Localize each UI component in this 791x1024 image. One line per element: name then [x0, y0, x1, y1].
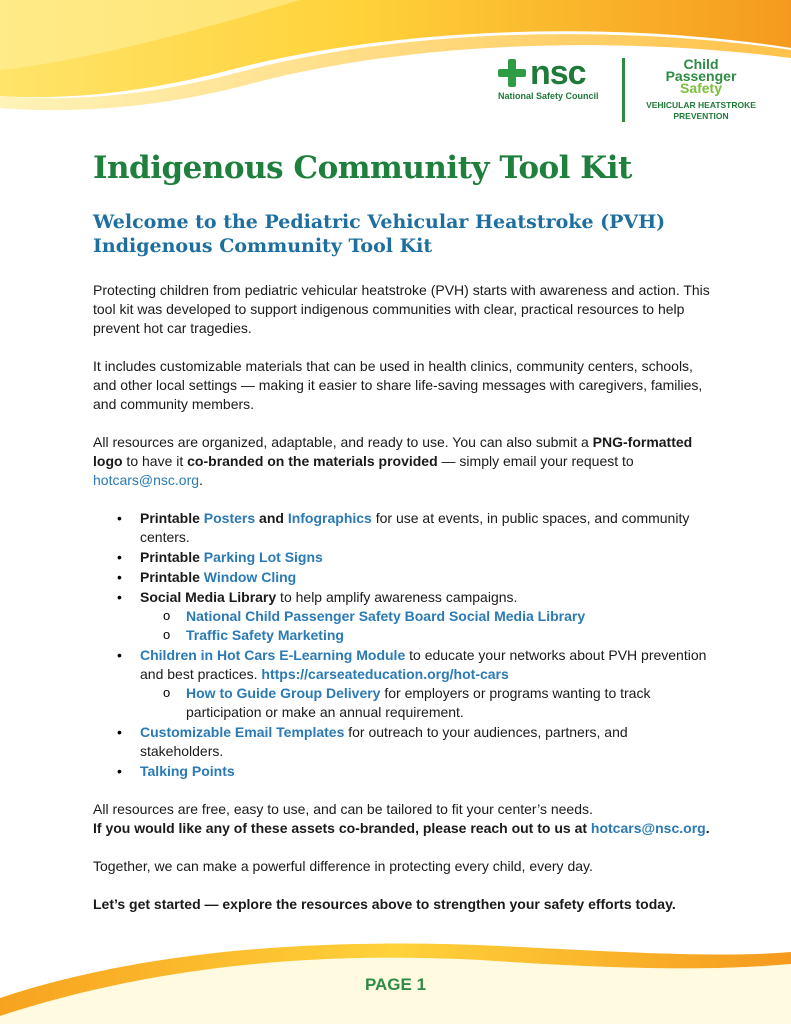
free-resources-paragraph: All resources are free, easy to use, and can be tailored to fit your center’s needs. If you would like any of these assets co-branded, please reach out to us at hotcars@nsc.org. [93, 801, 710, 836]
infographics-link[interactable]: Infographics [287, 510, 372, 526]
talking-points-link[interactable]: Talking Points [140, 763, 235, 779]
email-link[interactable]: hotcars@nsc.org [93, 472, 200, 488]
how-to-guide-link[interactable]: How to Guide Group Delivery [186, 685, 381, 701]
page-number: PAGE 1 [364, 975, 427, 994]
list-item: • Printable Window Cling [140, 568, 713, 587]
cps-logo [636, 58, 766, 122]
email-templates-link[interactable]: Customizable Email Templates [140, 724, 345, 740]
e-learning-module-link[interactable]: Children in Hot Cars E-Learning Module [140, 647, 406, 663]
get-started-paragraph: Let’s get started — explore the resources above to strengthen your safety efforts today. [93, 896, 676, 912]
intro-paragraph: Protecting children from pediatric vehicular heatstroke (PVH) starts with awareness and action. This tool kit was developed to support indigenous communities with clear, practical resources to help prevent hot car tragedies. [93, 282, 710, 336]
resource-list [93, 509, 713, 781]
list-item [140, 762, 713, 781]
list-item: • Customizable Email Templates for outreach to your audiences, partners, and stakeholders. [140, 723, 713, 761]
cps-tagline-2: PREVENTION [673, 111, 729, 121]
nsc-subtitle: National Safety Council [498, 91, 599, 101]
window-cling-link[interactable]: Window Cling [203, 569, 297, 585]
list-item: o How to Guide Group Delivery for employers or programs wanting to track participation or make an annual requirement. [186, 684, 713, 722]
traffic-safety-marketing-link[interactable]: Traffic Safety Marketing [186, 627, 344, 643]
nsc-wordmark: nsc [530, 54, 586, 92]
page-subtitle: Welcome to the Pediatric Vehicular Heatstroke (PVH) Indigenous Community Tool Kit [93, 211, 666, 257]
cps-line3: Safety [679, 80, 723, 96]
cps-line2: Passenger [665, 68, 737, 84]
e-learning-sublist [140, 684, 713, 722]
social-media-sublist [140, 607, 713, 645]
page-title: Indigenous Community Tool Kit [93, 150, 632, 186]
list-item: • Children in Hot Cars E-Learning Module to educate your networks about PVH prevention and best practices. https://carseateducation.org/hot-cars o How to Guide Group Delivery for employers or programs wanting to track participation or make an annual requirement. [140, 646, 713, 722]
nsc-plus-icon [498, 59, 526, 87]
parking-lot-signs-link[interactable]: Parking Lot Signs [203, 549, 323, 565]
list-item: • Printable Parking Lot Signs [140, 548, 713, 567]
materials-paragraph: It includes customizable materials that can be used in health clinics, community centers, schools, and other local settings — making it easier to share life-saving messages with caregivers, families, and community members. [93, 358, 703, 412]
together-paragraph: Together, we can make a powerful difference in protecting every child, every day. [93, 858, 593, 874]
list-item [186, 626, 713, 645]
carseateducation-url-link[interactable]: https://carseateducation.org/hot-cars [261, 666, 509, 682]
list-item [186, 607, 713, 626]
list-item: • Printable Posters and Infographics for use at events, in public spaces, and community centers. [140, 509, 713, 547]
cps-line1: Child [683, 56, 719, 72]
list-item: • Social Media Library to help amplify awareness campaigns. o National Child Passenger Safety Board Social Media Library o Traffic Safety Marketing [140, 588, 713, 645]
posters-link[interactable]: Posters [203, 510, 256, 526]
resources-paragraph: All resources are organized, adaptable, and ready to use. You can also submit a PNG-formatted logo to have it co-branded on the materials provided — simply email your request to hotcars@nsc.org. [93, 434, 693, 488]
logo-divider [622, 58, 625, 122]
main-content [93, 281, 713, 933]
cps-board-social-link[interactable]: National Child Passenger Safety Board Social Media Library [186, 608, 586, 624]
header-logos [498, 54, 768, 128]
nsc-logo [498, 54, 608, 101]
cps-tagline-1: VEHICULAR HEATSTROKE [646, 100, 756, 110]
contact-email-link[interactable]: hotcars@nsc.org [590, 820, 706, 836]
